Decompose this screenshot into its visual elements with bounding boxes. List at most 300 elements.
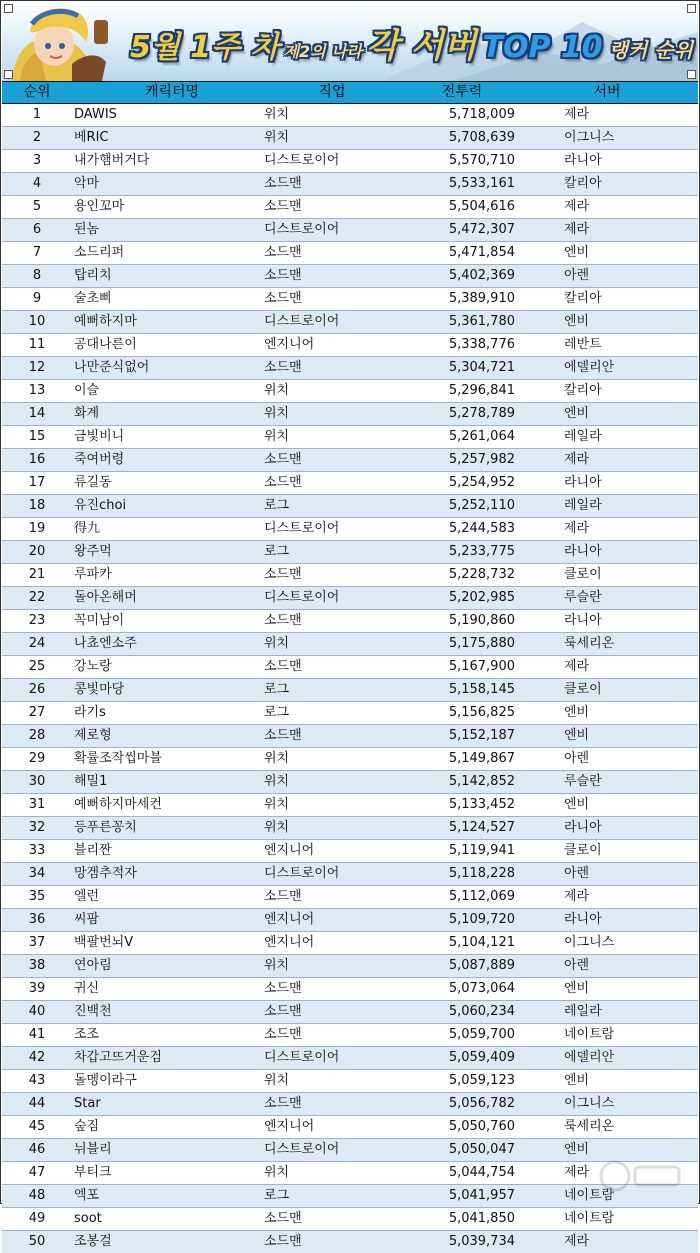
table-row [2,173,698,196]
cell-rank: 29 [28,751,46,766]
cell-rank: 39 [28,981,46,996]
cell-server: 에델리안 [564,1050,615,1065]
table-row [2,656,698,679]
cell-server: 칼리아 [564,291,602,306]
cell-rank: 13 [28,383,46,398]
cell-power: 5,389,910 [448,291,515,306]
cell-power: 5,175,880 [448,636,515,651]
cell-power: 5,471,854 [448,245,515,260]
table-row [2,725,698,748]
cell-server: 레일라 [564,429,602,444]
banner-game: 제2의 나라 [283,42,363,61]
cell-character-name: 블리짠 [74,843,112,858]
cell-character-name: 꼭미남이 [74,613,125,628]
table-row [2,403,698,426]
cell-character-name: 제로형 [74,728,112,743]
cell-server: 룩세리온 [564,636,615,651]
cell-character-name: 술초삐 [74,291,112,306]
cell-job: 디스트로이어 [264,314,340,329]
cell-server: 칼리아 [564,383,602,398]
cell-rank: 35 [28,889,46,904]
cell-job: 위치 [264,107,290,122]
table-row [2,104,698,127]
cell-character-name: 공대나른이 [74,337,137,352]
cell-job: 위치 [264,130,290,145]
cell-server: 제라 [564,659,590,674]
cell-character-name: 숲짐 [74,1119,100,1134]
cell-character-name: 돌멩이라구 [74,1073,137,1088]
cell-job: 소드맨 [264,176,302,191]
cell-job: 소드맨 [264,452,302,467]
cell-rank: 8 [32,268,42,283]
cell-power: 5,278,789 [448,406,515,421]
cell-power: 5,087,889 [448,958,515,973]
table-row [2,564,698,587]
cell-job: 소드맨 [264,889,302,904]
cell-power: 5,050,760 [448,1119,515,1134]
cell-power: 5,152,187 [448,728,515,743]
cell-job: 소드맨 [264,1096,302,1111]
cell-job: 로그 [264,498,290,513]
cell-job: 소드맨 [264,728,302,743]
cell-rank: 27 [28,705,46,720]
cell-character-name: 확률조작씹마블 [74,751,162,766]
cell-job: 소드맨 [264,1027,302,1042]
cell-character-name: 엘런 [74,889,100,904]
cell-power: 5,149,867 [448,751,515,766]
cell-rank: 34 [28,866,46,881]
cell-server: 룩세리온 [564,1119,615,1134]
cell-power: 5,158,145 [448,682,515,697]
cell-character-name: 돌아온해머 [74,590,137,605]
cell-rank: 20 [28,544,46,559]
cell-server: 이그니스 [564,1096,615,1111]
table-row [2,242,698,265]
cell-rank: 46 [28,1142,46,1157]
cell-power: 5,254,952 [448,475,515,490]
cell-server: 엔비 [564,245,590,260]
cell-rank: 48 [28,1188,46,1203]
cell-rank: 21 [28,567,46,582]
cell-server: 엔비 [564,314,590,329]
table-row [2,1208,698,1231]
cell-rank: 17 [28,475,46,490]
cell-job: 소드맨 [264,1004,302,1019]
cell-power: 5,133,452 [448,797,515,812]
table-row [2,288,698,311]
table-row [2,702,698,725]
banner-server: 각 서버 [366,26,477,66]
cell-job: 엔지니어 [264,912,315,927]
cell-power: 5,472,307 [448,222,515,237]
corner-handle-bottom-right [687,70,696,79]
table-row [2,1001,698,1024]
cell-server: 제라 [564,889,590,904]
cell-server: 루슬란 [564,590,602,605]
cell-character-name: 등푸른꽁치 [74,820,137,835]
cell-character-name: 이슬 [74,383,100,398]
cell-job: 소드맨 [264,1234,302,1249]
cell-rank: 44 [28,1096,46,1111]
table-row [2,1024,698,1047]
cell-job: 위치 [264,1165,290,1180]
table-row [2,610,698,633]
table-row [2,150,698,173]
header-name: 캐릭터명 [144,84,200,100]
cell-job: 위치 [264,429,290,444]
cell-job: 디스트로이어 [264,521,340,536]
cell-server: 라니아 [564,912,602,927]
cell-server: 엔비 [564,406,590,421]
cell-power: 5,718,009 [448,107,515,122]
cell-rank: 14 [28,406,46,421]
cell-job: 로그 [264,705,290,720]
cell-job: 디스트로이어 [264,1142,340,1157]
banner-ranking: 랭커 순위 [608,38,693,62]
table-row [2,380,698,403]
cell-job: 위치 [264,383,290,398]
corner-handle-top-left [4,4,13,13]
cell-power: 5,118,228 [448,866,515,881]
cell-job: 위치 [264,820,290,835]
table-row [2,196,698,219]
cell-job: 소드맨 [264,613,302,628]
table-header [2,81,698,104]
cell-server: 라니아 [564,544,602,559]
cell-rank: 25 [28,659,46,674]
cell-rank: 50 [28,1234,46,1249]
table-row [2,495,698,518]
cell-job: 소드맨 [264,245,302,260]
banner-title [130,18,693,66]
cell-rank: 19 [28,521,46,536]
cell-rank: 18 [28,498,46,513]
cell-power: 5,304,721 [448,360,515,375]
cell-power: 5,261,064 [448,429,515,444]
cell-power: 5,104,121 [448,935,515,950]
cell-character-name: soot [74,1211,102,1226]
header-job: 직업 [318,84,346,100]
table-row [2,932,698,955]
cell-rank: 2 [32,130,42,145]
cell-power: 5,190,860 [448,613,515,628]
cell-character-name: 뉘블리 [74,1142,112,1157]
cell-character-name: 금빛비니 [74,429,125,444]
cell-character-name: Star [74,1096,101,1111]
cell-power: 5,041,957 [448,1188,515,1203]
cell-character-name: 차갑고뜨거운검 [74,1050,162,1065]
cell-character-name: 조봉걸 [74,1234,112,1249]
table-row [2,771,698,794]
cell-character-name: 연아림 [74,958,112,973]
cell-power: 5,039,734 [448,1234,515,1249]
table-row [2,1070,698,1093]
cell-job: 디스트로이어 [264,866,340,881]
cell-rank: 47 [28,1165,46,1180]
cell-power: 5,257,982 [448,452,515,467]
cell-character-name: 콩빛마당 [74,682,125,697]
cell-rank: 28 [28,728,46,743]
cell-job: 소드맨 [264,1211,302,1226]
cell-rank: 30 [28,774,46,789]
cell-power: 5,060,234 [448,1004,515,1019]
cell-character-name: 베RIC [74,130,109,145]
cell-job: 로그 [264,682,290,697]
cell-server: 이그니스 [564,935,615,950]
cell-server: 네이트람 [564,1188,615,1203]
cell-job: 소드맨 [264,567,302,582]
table-row [2,334,698,357]
cell-character-name: 부티크 [74,1165,112,1180]
table-row [2,518,698,541]
table-row [2,541,698,564]
cell-rank: 15 [28,429,46,444]
title-banner [2,2,698,81]
cell-job: 위치 [264,774,290,789]
cell-power: 5,233,775 [448,544,515,559]
cell-rank: 31 [28,797,46,812]
cell-server: 엔비 [564,705,590,720]
table-row [2,633,698,656]
cell-server: 이그니스 [564,130,615,145]
table-row [2,426,698,449]
cell-job: 소드맨 [264,659,302,674]
cell-rank: 43 [28,1073,46,1088]
table-row [2,265,698,288]
cell-power: 5,156,825 [448,705,515,720]
cell-character-name: 용인꼬마 [74,199,125,214]
cell-character-name: 씨팜 [74,912,100,927]
cell-character-name: 예뻐하지마 [74,314,137,329]
character-illustration [2,2,122,81]
cell-server: 아렌 [564,268,590,283]
cell-character-name: 류길동 [74,475,112,490]
cell-rank: 36 [28,912,46,927]
cell-character-name: 백팔번뇌V [74,935,134,950]
cell-power: 5,252,110 [448,498,515,513]
cell-server: 아렌 [564,866,590,881]
cell-server: 칼리아 [564,176,602,191]
cell-rank: 41 [28,1027,46,1042]
cell-power: 5,570,710 [448,153,515,168]
cell-rank: 10 [28,314,46,329]
table-row [2,840,698,863]
cell-power: 5,338,776 [448,337,515,352]
cell-server: 제라 [564,199,590,214]
cell-job: 엔지니어 [264,843,315,858]
cell-rank: 26 [28,682,46,697]
cell-power: 5,050,047 [448,1142,515,1157]
cell-job: 위치 [264,406,290,421]
cell-server: 라니아 [564,613,602,628]
cell-power: 5,167,900 [448,659,515,674]
cell-server: 라니아 [564,475,602,490]
table-row [2,311,698,334]
table-row [2,1231,698,1253]
cell-job: 위치 [264,751,290,766]
cell-job: 로그 [264,1188,290,1203]
cell-server: 엔비 [564,981,590,996]
cell-job: 위치 [264,958,290,973]
table-row [2,955,698,978]
cell-rank: 22 [28,590,46,605]
cell-rank: 38 [28,958,46,973]
cell-rank: 11 [28,337,46,352]
cell-server: 제라 [564,521,590,536]
cell-rank: 32 [28,820,46,835]
cell-rank: 45 [28,1119,46,1134]
cell-character-name: 예뻐하지마세컨 [74,797,162,812]
cell-character-name: 진백천 [74,1004,112,1019]
cell-character-name: 내가햄버거다 [74,153,150,168]
table-row [2,357,698,380]
table-row [2,817,698,840]
cell-rank: 7 [32,245,42,260]
table-row [2,1047,698,1070]
cell-character-name: 엑포 [74,1188,100,1203]
cell-job: 소드맨 [264,360,302,375]
cell-power: 5,533,161 [448,176,515,191]
cell-rank: 40 [28,1004,46,1019]
cell-job: 로그 [264,544,290,559]
table-row [2,1162,698,1185]
table-row [2,1116,698,1139]
cell-character-name: 왕주먹 [74,544,112,559]
cell-character-name: 해밀1 [74,774,108,789]
table-row [2,909,698,932]
cell-server: 루슬란 [564,774,602,789]
cell-job: 엔지니어 [264,935,315,950]
table-row [2,219,698,242]
cell-job: 소드맨 [264,199,302,214]
cell-rank: 49 [28,1211,46,1226]
cell-power: 5,044,754 [448,1165,515,1180]
cell-power: 5,124,527 [448,820,515,835]
cell-server: 클로이 [564,843,602,858]
cell-power: 5,244,583 [448,521,515,536]
cell-server: 엔비 [564,1073,590,1088]
cell-server: 레반트 [564,337,602,352]
cell-rank: 6 [32,222,42,237]
cell-character-name: 탑리치 [74,268,112,283]
cell-job: 디스트로이어 [264,1050,340,1065]
cell-job: 소드맨 [264,268,302,283]
header-rank: 순위 [23,84,51,100]
cell-server: 네이트람 [564,1027,615,1042]
cell-power: 5,361,780 [448,314,515,329]
table-row [2,794,698,817]
corner-handle-bottom-left [4,70,13,79]
cell-character-name: 나쵸엔소주 [74,636,137,651]
cell-character-name: 나만준식없어 [74,360,150,375]
cell-character-name: 루파카 [74,567,112,582]
cell-rank: 42 [28,1050,46,1065]
cell-power: 5,142,852 [448,774,515,789]
cell-rank: 23 [28,613,46,628]
cell-job: 위치 [264,797,290,812]
cell-server: 제라 [564,452,590,467]
table-row [2,127,698,150]
cell-rank: 12 [28,360,46,375]
table-row [2,1139,698,1162]
cell-server: 레일라 [564,498,602,513]
table-row [2,449,698,472]
cell-job: 소드맨 [264,291,302,306]
cell-rank: 9 [32,291,42,306]
table-row [2,1185,698,1208]
table-row [2,978,698,1001]
cell-power: 5,296,841 [448,383,515,398]
cell-power: 5,041,850 [448,1211,515,1226]
header-power: 전투력 [441,84,483,100]
cell-server: 엔비 [564,797,590,812]
cell-character-name: 악마 [74,176,100,191]
cell-power: 5,112,069 [448,889,515,904]
cell-power: 5,202,985 [448,590,515,605]
cell-rank: 37 [28,935,46,950]
cell-job: 디스트로이어 [264,590,340,605]
cell-server: 에델리안 [564,360,615,375]
cell-rank: 24 [28,636,46,651]
cell-job: 소드맨 [264,475,302,490]
cell-character-name: 得九 [74,521,101,536]
cell-rank: 5 [32,199,42,214]
cell-server: 제라 [564,107,590,122]
cell-character-name: 라기s [74,705,106,720]
cell-server: 클로이 [564,682,602,697]
cell-power: 5,402,369 [448,268,515,283]
banner-week: 5월 1주 차 [130,30,280,65]
cell-rank: 16 [28,452,46,467]
table-row [2,748,698,771]
cell-server: 엔비 [564,728,590,743]
cell-server: 아렌 [564,751,590,766]
table-row [2,472,698,495]
table-row [2,886,698,909]
cell-server: 네이트람 [564,1211,615,1226]
cell-rank: 33 [28,843,46,858]
cell-character-name: 유진choi [74,498,127,513]
cell-server: 레일라 [564,1004,602,1019]
ranking-table-body [2,104,698,1253]
cell-character-name: DAWIS [74,107,117,122]
cell-rank: 1 [32,107,42,122]
cell-power: 5,504,616 [448,199,515,214]
cell-character-name: 소드리퍼 [74,245,125,260]
cell-job: 디스트로이어 [264,153,340,168]
header-server: 서버 [593,84,621,100]
cell-power: 5,109,720 [448,912,515,927]
cell-character-name: 된놈 [74,222,100,237]
watermark-logo [595,1159,685,1193]
cell-job: 소드맨 [264,981,302,996]
cell-rank: 3 [32,153,42,168]
cell-power: 5,059,409 [448,1050,515,1065]
cell-server: 제라 [564,1234,590,1249]
cell-power: 5,228,732 [448,567,515,582]
table-row [2,863,698,886]
cell-job: 디스트로이어 [264,222,340,237]
cell-power: 5,059,123 [448,1073,515,1088]
cell-power: 5,708,639 [448,130,515,145]
cell-power: 5,073,064 [448,981,515,996]
banner-top10: TOP 10 [482,30,603,65]
table-row [2,1093,698,1116]
cell-server: 제라 [564,222,590,237]
cell-job: 위치 [264,636,290,651]
cell-character-name: 망겜추적자 [74,866,137,881]
table-row [2,679,698,702]
